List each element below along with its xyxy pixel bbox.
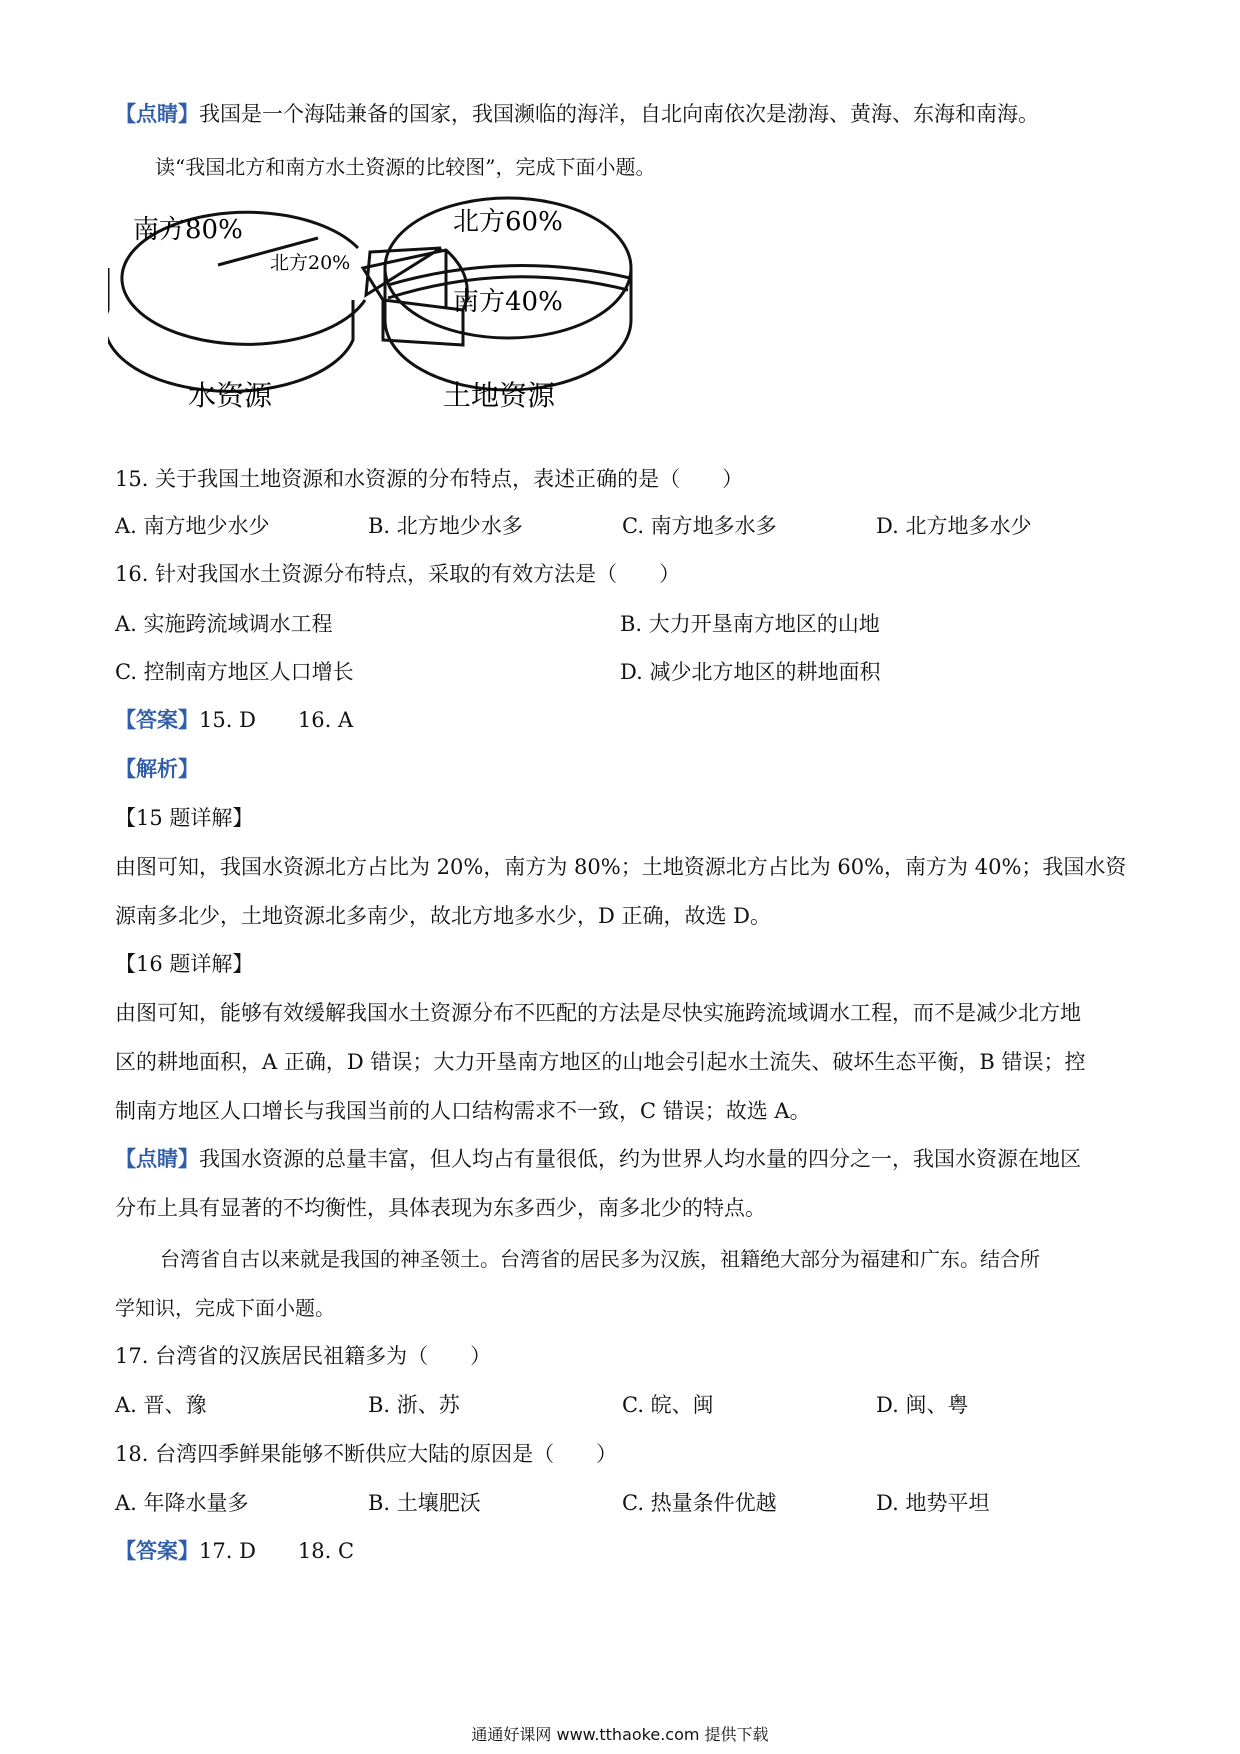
q16-option-c: C. 控制南方地区人口增长 <box>115 660 354 684</box>
tip-line-2 <box>115 1145 1081 1173</box>
water-title: 水资源 <box>188 379 273 412</box>
q17-option-d: D. 闽、粤 <box>876 1393 969 1417</box>
tip-text: 我国是一个海陆兼备的国家，我国濒临的海洋，自北向南依次是渤海、黄海、东海和南海。 <box>199 102 1039 126</box>
tip2-text: 我国水资源的总量丰富，但人均占有量很低，约为世界人均水量的四分之一，我国水资源在地区 <box>199 1147 1081 1171</box>
analysis-heading: 【解析】 <box>115 756 199 781</box>
q16-option-d: D. 减少北方地区的耕地面积 <box>620 660 881 684</box>
q16-detail-line-2: 区的耕地面积，A 正确，D 错误；大力开垦南方地区的山地会引起水土流失、破坏生态平衡，B 错误；控 <box>115 1050 1086 1074</box>
water-north-label: 北方20% <box>270 252 351 274</box>
q18-option-d: D. 地势平坦 <box>876 1491 990 1515</box>
land-north-label: 北方60% <box>453 207 563 237</box>
q16-option-a: A. 实施跨流域调水工程 <box>115 612 333 636</box>
land-south-label: 南方40% <box>453 287 563 317</box>
land-title: 土地资源 <box>443 379 556 412</box>
q16-detail-line-1: 由图可知，能够有效缓解我国水土资源分布不匹配的方法是尽快实施跨流域调水工程，而不是减少北方地 <box>115 1001 1081 1025</box>
answer-tag: 【答案】 <box>115 707 199 732</box>
q15-option-a: A. 南方地少水少 <box>115 514 270 538</box>
tip2-tag: 【点睛】 <box>115 1146 199 1171</box>
q15-detail-title: 【15 题详解】 <box>115 806 254 830</box>
intro-water-land: 读“我国北方和南方水土资源的比较图”，完成下面小题。 <box>155 155 656 179</box>
q15-option-d: D. 北方地多水少 <box>876 514 1032 538</box>
q18-option-c: C. 热量条件优越 <box>622 1491 777 1515</box>
q15-detail-line-1: 由图可知，我国水资源北方占比为 20%，南方为 80%；土地资源北方占比为 60%，南方为 40%；我国水资 <box>115 855 1127 879</box>
tip-tag: 【点睛】 <box>115 101 199 126</box>
q16-stem: 16. 针对我国水土资源分布特点，采取的有效方法是（ ） <box>115 562 681 586</box>
answer-line-1 <box>115 706 353 734</box>
q15-option-b: B. 北方地少水多 <box>368 514 523 538</box>
tip2-line-2: 分布上具有显著的不均衡性，具体表现为东多西少，南多北少的特点。 <box>115 1196 766 1220</box>
q15-option-c: C. 南方地多水多 <box>622 514 777 538</box>
q16-detail-line-3: 制南方地区人口增长与我国当前的人口结构需求不一致，C 错误；故选 A。 <box>115 1099 811 1123</box>
q16-option-b: B. 大力开垦南方地区的山地 <box>620 612 880 636</box>
intro-taiwan-2: 学知识，完成下面小题。 <box>115 1296 335 1320</box>
intro-taiwan-1: 台湾省自古以来就是我国的神圣领土。台湾省的居民多为汉族，祖籍绝大部分为福建和广东。结合所 <box>160 1247 1040 1271</box>
water-south-label: 南方80% <box>133 215 243 245</box>
q18-option-b: B. 土壤肥沃 <box>368 1491 481 1515</box>
q17-option-c: C. 皖、闽 <box>622 1393 714 1417</box>
footer-watermark: 通通好课网 www.tthaoke.com 提供下载 <box>471 1725 769 1744</box>
answer-text: 15. D 16. A <box>199 708 354 732</box>
answer2-tag: 【答案】 <box>115 1538 199 1563</box>
q18-option-a: A. 年降水量多 <box>115 1491 249 1515</box>
q17-stem: 17. 台湾省的汉族居民祖籍多为（ ） <box>115 1344 492 1368</box>
q16-detail-title: 【16 题详解】 <box>115 952 254 976</box>
answer2-text: 17. D 18. C <box>199 1539 355 1563</box>
q17-option-a: A. 晋、豫 <box>115 1393 207 1417</box>
answer-line-2 <box>115 1537 354 1565</box>
q15-detail-line-2: 源南多北少，土地资源北多南少，故北方地多水少，D 正确，故选 D。 <box>115 904 772 928</box>
q15-stem: 15. 关于我国土地资源和水资源的分布特点，表述正确的是（ ） <box>115 467 744 491</box>
q17-option-b: B. 浙、苏 <box>368 1393 460 1417</box>
tip-line-1 <box>115 100 1039 128</box>
q18-stem: 18. 台湾四季鲜果能够不断供应大陆的原因是（ ） <box>115 1442 618 1466</box>
water-land-figure <box>108 190 698 460</box>
